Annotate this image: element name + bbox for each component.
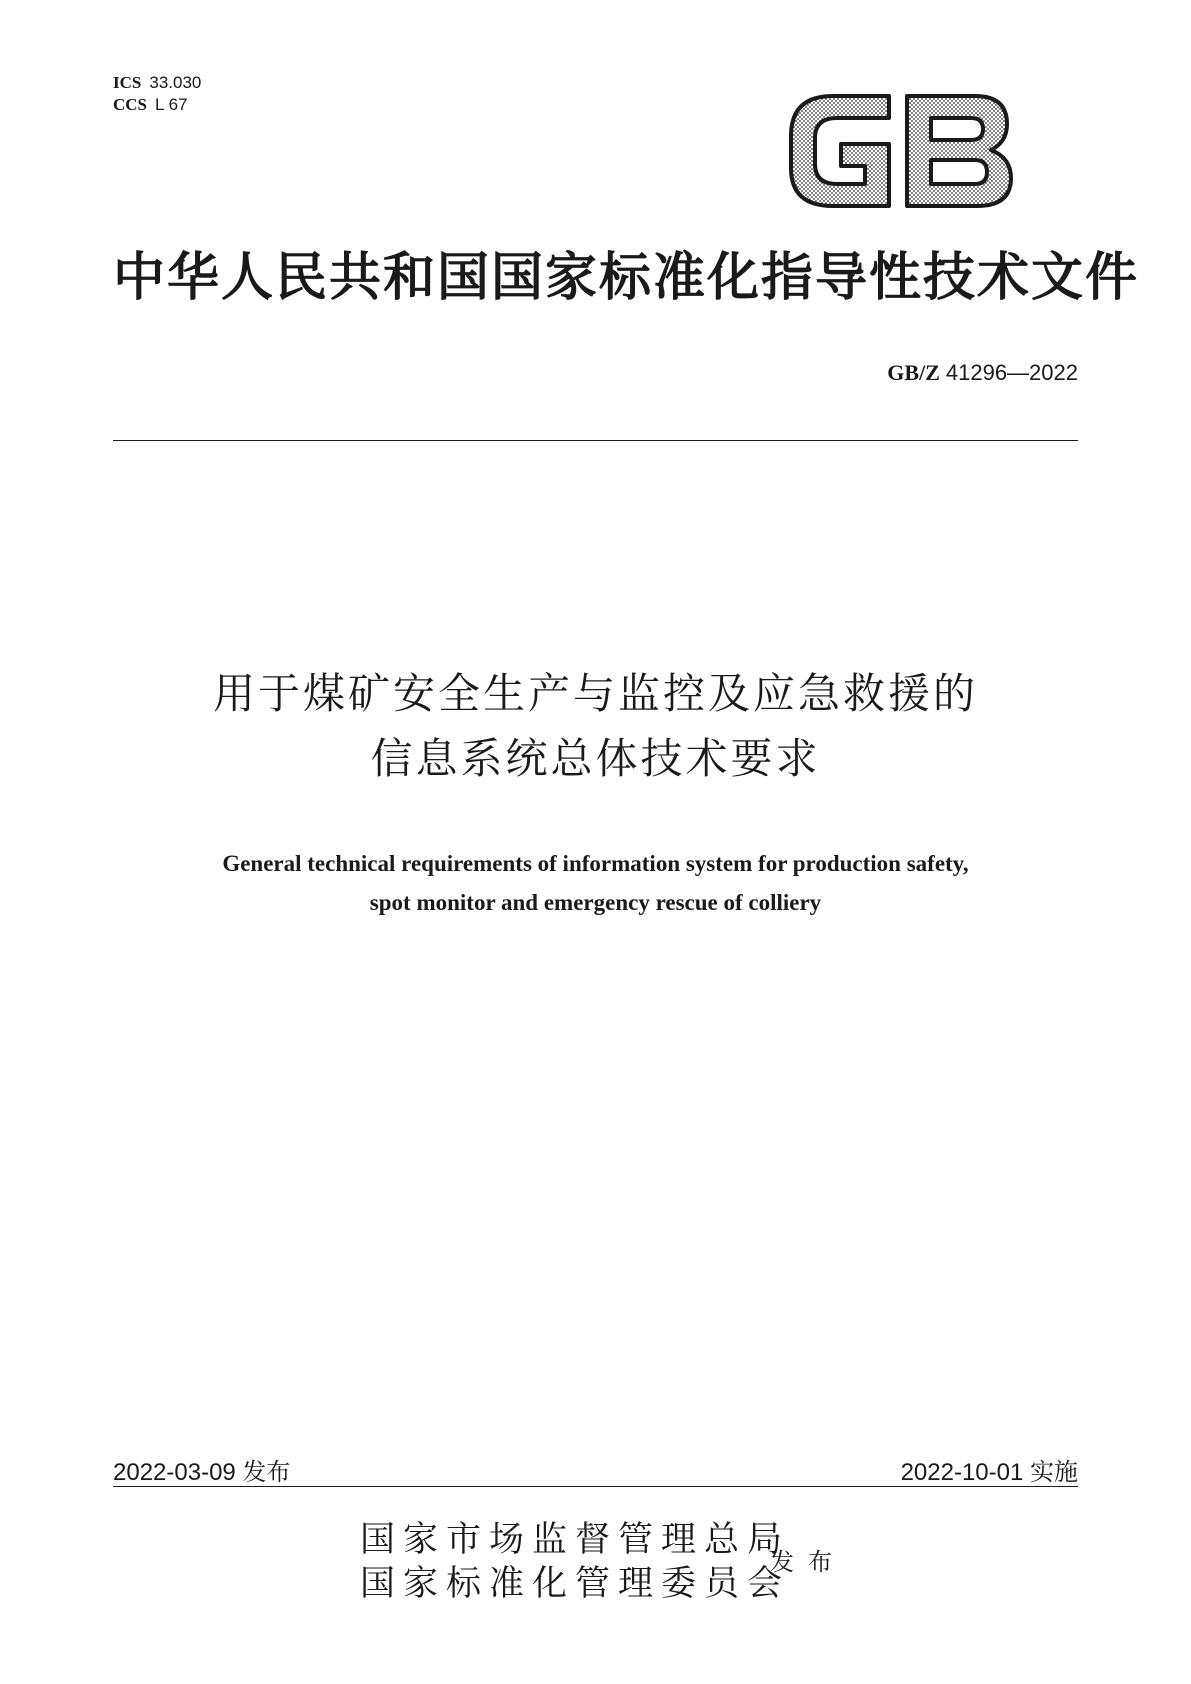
issue-date: 2022-03-09 发布 bbox=[113, 1459, 291, 1486]
bottom-divider bbox=[113, 1486, 1078, 1487]
publish-label: 发布 bbox=[770, 1548, 846, 1576]
document-type-heading: 中华人民共和国国家标准化指导性技术文件 bbox=[113, 248, 1140, 308]
issuer-org-2: 国家标准化管理委员会 bbox=[360, 1564, 791, 1604]
standard-number bbox=[887, 360, 1078, 386]
title-en-line2: spot monitor and emergency rescue of colliery bbox=[369, 890, 822, 915]
ccs-label: CCS bbox=[113, 95, 148, 114]
ccs-code bbox=[113, 94, 187, 116]
title-en-line1: General technical requirements of information system for production safety, bbox=[222, 851, 969, 876]
gb-logo bbox=[785, 90, 1017, 212]
ics-label: ICS bbox=[113, 73, 142, 92]
title-zh-line2: 信息系统总体技术要求 bbox=[370, 734, 821, 783]
issuer-org-1: 国家市场监督管理总局 bbox=[360, 1520, 791, 1560]
top-divider bbox=[113, 440, 1078, 441]
ccs-value: L 67 bbox=[155, 95, 188, 114]
standard-number-value: 41296—2022 bbox=[945, 360, 1078, 385]
standard-number-prefix: GB/Z bbox=[887, 360, 940, 385]
title-zh-line1: 用于煤矿安全生产与监控及应急救援的 bbox=[212, 669, 978, 718]
implement-date: 2022-10-01 实施 bbox=[900, 1459, 1078, 1486]
ics-code bbox=[113, 72, 201, 94]
ics-value: 33.030 bbox=[149, 73, 202, 92]
